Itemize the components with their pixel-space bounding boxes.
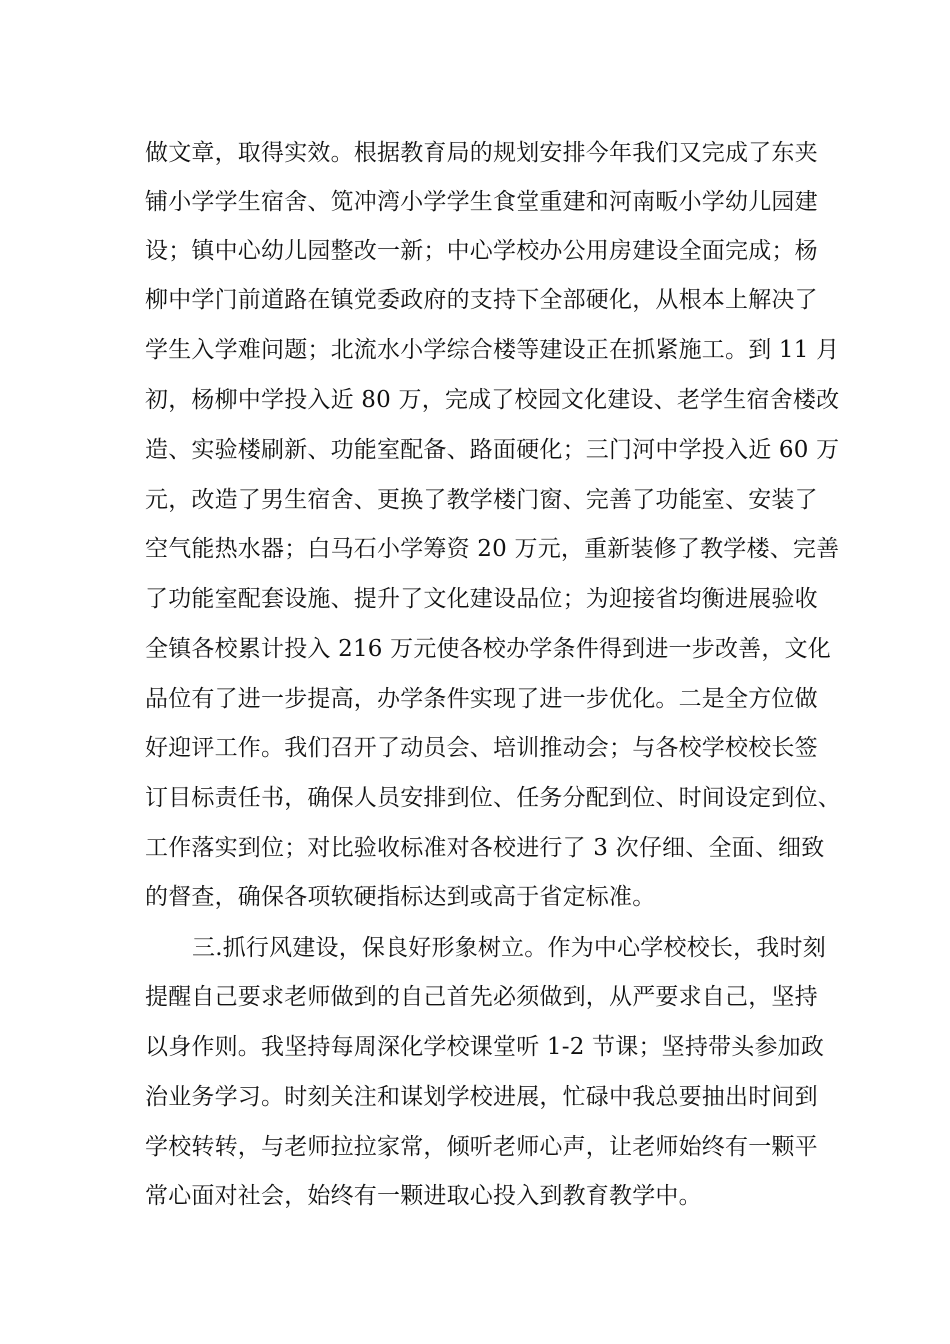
text-line: 铺小学学生宿舍、笕冲湾小学学生食堂重建和河南畈小学幼儿园建 [145, 189, 818, 215]
text-line: 造、实验楼刷新、功能室配备、路面硬化；三门河中学投入近 60 万 [145, 437, 840, 463]
paragraph-first-line: 三.抓行风建设，保良好形象树立。作为中心学校校长，我时刻 [192, 935, 826, 961]
text-line: 学生入学难问题；北流水小学综合楼等建设正在抓紧施工。到 11 月 [145, 337, 840, 363]
text-line: 元，改造了男生宿舍、更换了教学楼门窗、完善了功能室、安装了 [145, 487, 818, 513]
text-line: 全镇各校累计投入 216 万元使各校办学条件得到进一步改善，文化 [145, 636, 831, 662]
text-line: 订目标责任书，确保人员安排到位、任务分配到位、时间设定到位、 [145, 785, 841, 811]
text-line: 好迎评工作。我们召开了动员会、培训推动会；与各校学校校长签 [145, 735, 818, 761]
text-line: 常心面对社会，始终有一颗进取心投入到教育教学中。 [145, 1183, 702, 1209]
text-line: 工作落实到位；对比验收标准对各校进行了 3 次仔细、全面、细致 [145, 835, 825, 861]
text-line: 治业务学习。时刻关注和谋划学校进展，忙碌中我总要抽出时间到 [145, 1084, 818, 1110]
text-line: 的督查，确保各项软硬指标达到或高于省定标准。 [145, 884, 656, 910]
text-line: 了功能室配套设施、提升了文化建设品位；为迎接省均衡进展验收 [145, 586, 818, 612]
text-line: 空气能热水器；白马石小学筹资 20 万元，重新装修了教学楼、完善 [145, 536, 840, 562]
text-line: 学校转转，与老师拉拉家常，倾听老师心声，让老师始终有一颗平 [145, 1134, 818, 1160]
text-line: 设；镇中心幼儿园整改一新；中心学校办公用房建设全面完成；杨 [145, 238, 818, 264]
text-line: 做文章，取得实效。根据教育局的规划安排今年我们又完成了东夹 [145, 140, 818, 166]
text-line: 初，杨柳中学投入近 80 万，完成了校园文化建设、老学生宿舍楼改 [145, 387, 840, 413]
text-line: 柳中学门前道路在镇党委政府的支持下全部硬化，从根本上解决了 [145, 287, 818, 313]
text-line: 提醒自己要求老师做到的自己首先必须做到，从严要求自己，坚持 [145, 984, 818, 1010]
text-line: 以身作则。我坚持每周深化学校课堂听 1-2 节课；坚持带头参加政 [145, 1034, 825, 1060]
text-line: 品位有了进一步提高，办学条件实现了进一步优化。二是全方位做 [145, 686, 818, 712]
